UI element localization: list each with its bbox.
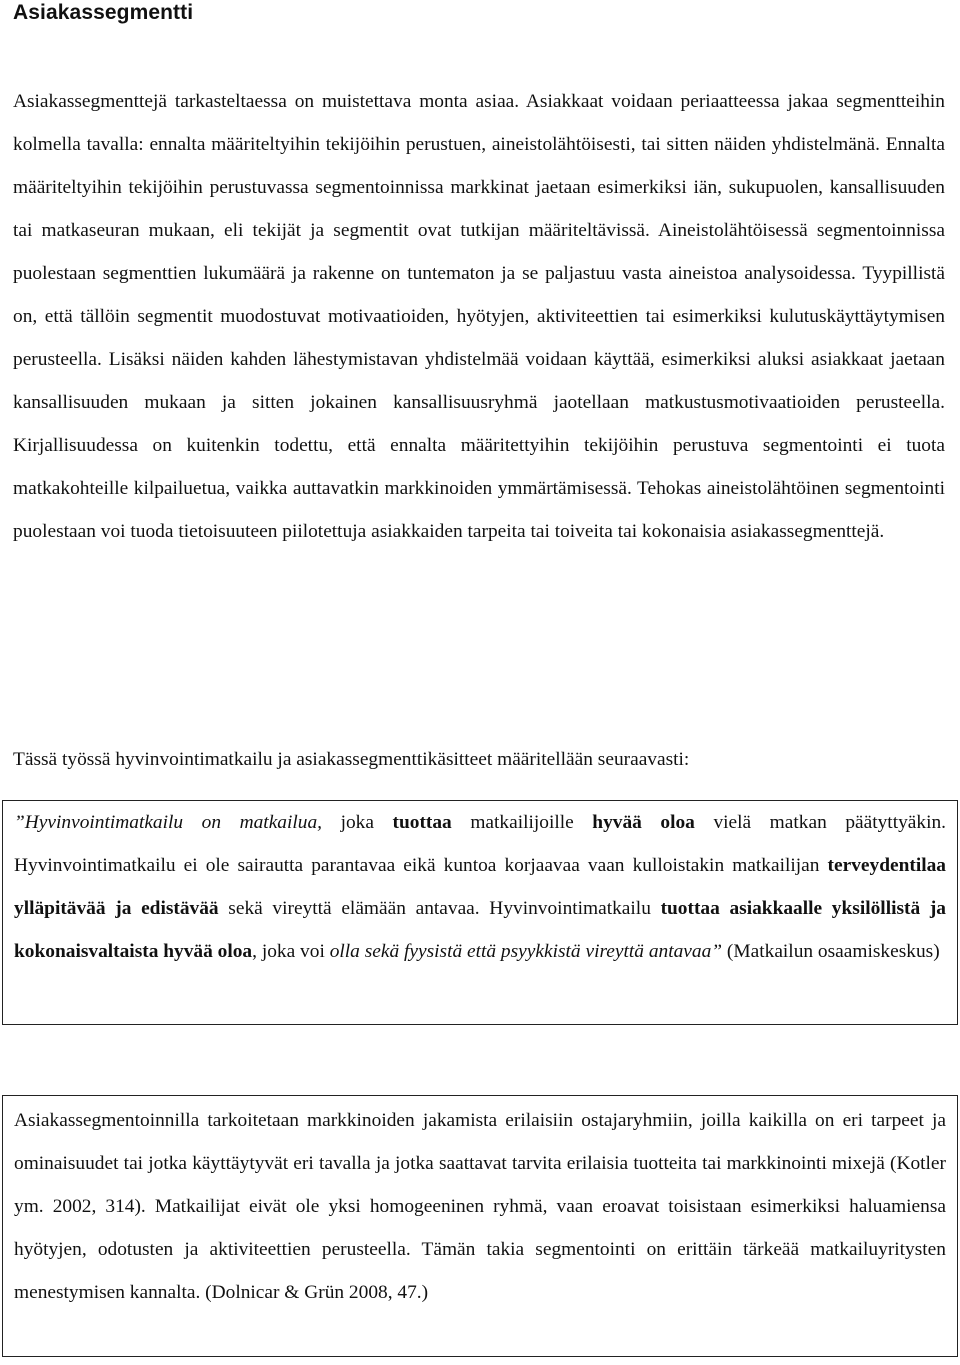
intro-paragraph: Asiakassegmenttejä tarkasteltaessa on muistettava monta asiaa. Asiakkaat voidaan periaatteessa jakaa segmentteihin kolmella tavalla: ennalta määriteltyihin tekijöihin perustuen, aineistolähtöisesti, tai sitten näiden yhdistelmänä. Ennalta määriteltyihin tekijöihin perustuvassa segmentoinnissa markkinat jaetaan esimerkiksi iän, sukupuolen, kansallisuuden tai matkaseuran mukaan, eli tekijät ja segmentit ovat tutkijan määriteltävissä. Aineistolähtöisessä segmentoinnissa puolestaan segmenttien lukumäärä ja rakenne on tuntematon ja se paljastuu vasta aineistoa analysoidessa. Tyypillistä on, että tällöin segmentit muodostuvat motivaatioiden, hyötyjen, aktiviteettien tai esimerkiksi kulutuskäyttäytymisen perusteella. Lisäksi näiden kahden lähestymistavan yhdistelmää voidaan käyttää, esimerkiksi aluksi asiakkaat jaetaan kansallisuuden mukaan ja sitten jokainen kansallisuusryhmä jaotellaan matkustusmotivaatioiden perusteella. Kirjallisuudessa on kuitenkin todettu, että ennalta määritettyihin tekijöihin perustuva segmentointi ei tuota matkakohteille kilpailuetua, vaikka auttavatkin markkinoiden ymmärtämisessä. Tehokas aineistolähtöinen segmentointi puolestaan voi tuoda tietoisuuteen piilotettuja asiakkaiden tarpeita tai toiveita tai kokonaisia asiakassegmenttejä. bbox=[13, 91, 945, 542]
section-heading: Asiakassegmentti bbox=[13, 1, 194, 24]
bold-phrase: tuottaa bbox=[392, 812, 452, 833]
definition-text-part: joka bbox=[322, 812, 393, 833]
quote-italic-start: ”Hyvinvointimatkailu on matkailua, bbox=[14, 812, 323, 833]
definition-text-part: matkailijoille bbox=[451, 812, 593, 833]
customer-segmentation-definition-box bbox=[2, 1095, 958, 1357]
definition-intro-paragraph: Tässä työssä hyvinvointimatkailu ja asiakassegmenttikäsitteet määritellään seuraavasti: bbox=[13, 749, 690, 770]
definition-source: (Matkailun osaamiskeskus) bbox=[722, 941, 940, 962]
quote-italic-end: olla sekä fyysistä että psyykkistä vireyttä antavaa” bbox=[329, 941, 723, 962]
customer-segmentation-definition-text: Asiakassegmentoinnilla tarkoitetaan markkinoiden jakamista erilaisiin ostajaryhmiin, joilla kaikilla on eri tarpeet ja ominaisuudet tai jotka käyttäytyvät eri tavalla ja jotka saattavat tarvita erilaisia tuotteita tai markkinointi mixejä (Kotler ym. 2002, 314). Matkailijat eivät ole yksi homogeeninen ryhmä, vaan eroavat toisistaan esimerkiksi haluamiensa hyötyjen, odotusten ja aktiviteettien perusteella. Tämän takia segmentointi on erittäin tärkeää matkailuyritysten menestymisen kannalta. (Dolnicar & Grün 2008, 47.) bbox=[14, 1110, 946, 1303]
definition-text-part: sekä vireyttä elämään antavaa. Hyvinvointimatkailu bbox=[218, 898, 661, 919]
definition-text-part: vielä matkan päätyttyäkin. Hyvinvointimatkailu ei ole sairautta parantavaa eikä kuntoa korjaavaa vaan kulloistakin matkailijan bbox=[14, 812, 947, 876]
definition-text-part: , joka voi bbox=[252, 941, 330, 962]
bold-phrase: hyvää oloa bbox=[592, 812, 695, 833]
wellness-tourism-definition-box bbox=[2, 800, 958, 1025]
wellness-tourism-definition-text bbox=[14, 801, 946, 973]
bold-phrase: terveydentilaa ylläpitävää ja edistävää bbox=[14, 855, 946, 919]
bold-phrase: tuottaa asiakkaalle yksilöllistä ja kokonaisvaltaista hyvää oloa bbox=[14, 898, 946, 962]
